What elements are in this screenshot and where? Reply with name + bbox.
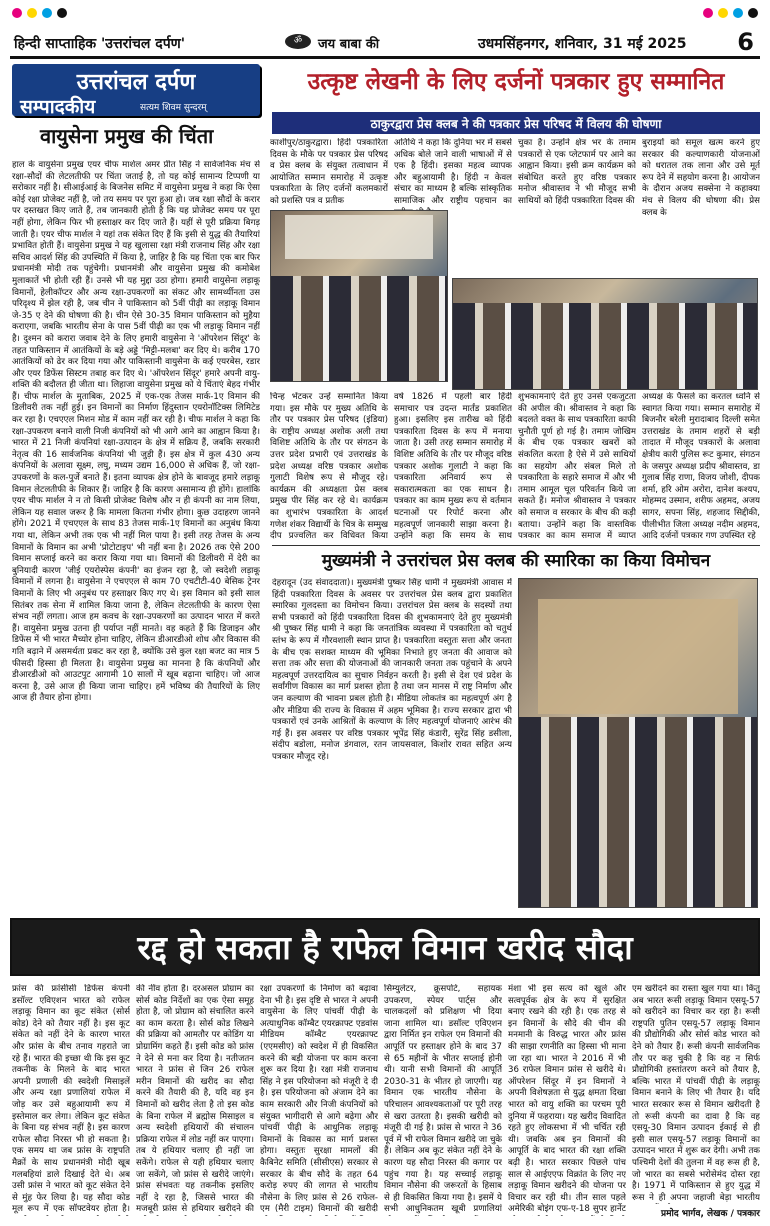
story3-col6: एम खरीदने का रास्ता खुल गया था। किंतु अब भारत रूसी लड़ाकू विमान एसयू-57 को खरीदने का विचार कर रहा है। रूसी राष्ट्रपति पुतिन एसयू-57 लड़ाकू विमान की प्रौद्योगिकी और सोर्स कोड भारत को देने को तैयार हैं। रूसी कंपनी सार्वजनिक तौर पर कह चुकी है कि वह न सिर्फ प्रौद्योगिकी हस्तांतरण करने को तैयार है, बल्कि भारत में पांचवीं पीढ़ी के लड़ाकू विमान बनाने के लिए भी तैयार है। यदि भारत सरकार रूस से विमान खरीदती है तो रूसी कंपनी का दावा है कि वह एसयू-30 विमान उत्पादन ईकाई से ही इसी साल एसयू-57 लड़ाकू विमानों का उत्पादन भारत में शुरू कर देगी। अभी तक पश्चिमी देशों की तुलना में वह रूस ही है, जो भारत का सबसे भरोसेमंद दोस्त रहा है। 1971 में पाकिस्तान से हुए युद्ध में रूस ने ही अपना जहाजी बेड़ा भारतीय bbox=[632, 984, 760, 1203]
story2-headline: मुख्यमंत्री ने उत्तरांचल प्रेस क्लब की स्मारिका का किया विमोचन bbox=[321, 551, 711, 571]
story1-col1-bottom: चिन्ह भेंटकर उन्हें सम्मानित किया गया। इस मौके पर मुख्य अतिथि के तौर पर पत्रकार प्रेस परिषद (इंडिया) के राष्ट्रीय अध्यक्ष अशोक अली तथा विशिष्ट अतिथि के तौर पर संगठन के उत्तर प्रदेश प्रभारी एवं उत्तराखंड के प्रदेश अध्यक्ष वरिष्ठ पत्रकार अशोक गुलाटी विशेष रूप से मौजूद रहे। कार्यक्रम की अध्यक्षता प्रेस क्लब प्रमुख पीर सिंह कर रहे थे। कार्यक्रम का शुभारंभ पत्रकारिता के आदर्श गणेश शंकर विद्यार्थी के चित्र के सम्मुख दीप प्रज्वलित कर विधिवत किया bbox=[270, 392, 388, 542]
story3-col5: मंशा भी इस सत्य को खुले और सत्वपूर्वक क्षेत्र के रूप में सुरक्षित बनाए रखने की रही है। एक तरह से इन विमानों के सौदे की चीन की मनमानी के विरुद्ध भारत और फ्रांस की साझा रणनीति का हिस्सा भी माना जा रहा था। भारत ने 2016 में भी 36 राफेल विमान फ्रांस से खरीदे थे। ऑपरेशन सिंदूर में इन विमानों ने अपनी विशेषज्ञता से युद्ध क्षमता दिखा भारत को वायु शक्ति का परचम पूरी दुनिया में फहराया। यह खरीद विवादित रहते हुए लोकसभा में भी चर्चित रही थी। जबकि अब इन विमानों की आपूर्ति के बाद भारत की रक्षा शक्ति बढ़ी है। भारत सरकार पिछले पांच साल से आईएएफ विक्रांत के लिए नए लड़ाकू विमान खरीदने की योजना पर विचार कर रही थी। तीन साल पहले अमेरिकी बोइंग एफ-ए-18 सुपर हार्नेट bbox=[508, 984, 626, 1215]
color-registration-dots-left bbox=[12, 8, 67, 18]
story1-col1-top: काशीपुर/ठाकुरद्वारा। हिंदी पत्रकारिता दिवस के मौके पर पत्रकार प्रेस परिषद व प्रेस क्लब के संयुक्त तत्वाधान में आयोजित सम्मान समारोह में उत्कृष्ट पत्रकारिता के लिए दर्जनों कलमकारों को प्रशस्ति पत्र व प्रतीक bbox=[270, 138, 388, 206]
story1-col3-top: चुका है। उन्होंने क्षेत्र भर के तमाम पत्रकारों से एक प्लेटफार्म पर आने का आह्वान किया। इसी क्रम कार्यक्रम को संबोधित करते हुए वरिष्ठ पत्रकार मनोज श्रीवास्तव ने भी मौजूद सभी साथियों को हिंदी पत्रकारिता दिवस की bbox=[518, 138, 636, 206]
photo-people-shape bbox=[271, 276, 447, 381]
story2-body: देहरादून (उद संवाददाता)। मुख्यमंत्री पुष्कर सिंह धामी ने मुख्यमंत्री आवास में हिंदी पत्रकारिता दिवस के अवसर पर उत्तरांचल प्रेस क्लब द्वारा प्रकाशित स्मारिका गुलदस्ता का विमोचन किया। उत्तरांचल प्रेस क्लब के सदस्यों तथा सभी पत्रकारों को हिंदी पत्रकारिता दिवस की शुभकामनाएं देते हुए मुख्यमंत्री श्री पुष्कर सिंह धामी ने कहा कि जनतांत्रिक व्यवस्था में पत्रकारिता को चतुर्थ स्तंभ के रूप में गौरवशाली स्थान प्राप्त है। पत्रकारिता वस्तुतः सत्ता और जनता के बीच एक सशक्त माध्यम की भूमिका निभाते हुए जनता की आवाज को सत्ता तक और सत्ता की योजनाओं की जानकारी जनता तक पहुंचाने के अपने महत्वपूर्ण उत्तरदायित्व का सुचारु निर्वहन करती है। इसी से देश एवं प्रदेश के सर्वांगीण विकास का मार्ग प्रशस्त होता है तथा जन मानस में राष्ट्र निर्माण और जन कल्याण की भावना प्रबल होती है। मीडिया लोकतंत्र का महत्वपूर्ण अंग है और मीडिया की राज्य के विकास में अहम भूमिका है। राज्य सरकार द्वारा भी पत्रकारों एवं उनके आश्रितों के कल्याण के लिए महत्वपूर्ण योजनाएं आरंभ की गई हैं। इस अवसर पर वरिष्ठ पत्रकार भूपेंद्र सिंह कंडारी, सुरेंद्र सिंह डसीला, संदीप बडोला, मनोज डंगवाल, रतन जायसवाल, किशोर रावत सहित अन्य पत्रकार मौजूद रहे। bbox=[272, 578, 512, 762]
photo-banner-shape bbox=[285, 215, 433, 259]
cyan-dot bbox=[733, 8, 743, 18]
story1-col2-bottom: वर्ष 1826 में पहली बार हिंदी समाचार पत्र उदन्त मार्तंड प्रकाशित हुआ। इसलिए इस तारीख को हिंदी पत्रकारिता दिवस के रूप में मनाया जाता है। उसी तरह सम्मान समारोह में विशिष्ट अतिथि के तौर पर मौजूद वरिष्ठ पत्रकार अशोक गुलाटी ने कहा कि पत्रकारिता अनिवार्य रूप से सकारात्मकता का एक साधन है। पत्रकार का काम मुख्य रूप से वर्तमान घटनाओं पर रिपोर्ट करना और महत्वपूर्ण जानकारी साझा करना है। उन्होंने कहा कि समय के साथ bbox=[394, 392, 512, 542]
magenta-dot bbox=[703, 8, 713, 18]
photo-people-shape bbox=[519, 717, 757, 907]
story3-col1: फ्रांस की फ्रांसीसी डिफेंस कंपनी डसॉल्ट एविएशन भारत को राफेल लड़ाकू विमान का कूट संकेत (सोर्स कोड) देने को तैयार नहीं है। इस कूट संकेत को नहीं देने के कारण भारत और फ्रांस के बीच तनाव गहराते जा रहे हैं। भारत की इच्छा थी कि इस कूट तकनीक के मिलने के बाद भारत अपनी प्रणाली की स्वदेशी मिसाइलें और अन्य रक्षा प्रणालियां राफेल में जोड़ कर उसे बहुआयामी रूप में इस्तेमाल कर लेगा। लेकिन कूट संकेत के बिना यह संभव नहीं है। इस कारण राफेल सौदा निरस्त भी हो सकता है। एक समय था जब फ्रांस के राष्ट्रपति मैक्रों के साथ प्रधानमंत्री मोदी खूब गलबहियां डाले दिखाई देते थे। अब उसी फ्रांस ने भारत को कूट संकेत देने से मुंह फेर लिया है। यह सौदा कोड मूल रूप में एक सॉफ्टवेयर होता है। bbox=[12, 984, 130, 1215]
story1-col2-top: अतिथि ने कहा कि दुनिया भर में सबसे अधिक बोले जाने वाली भाषाओं में से एक है हिंदी। इसका महत्व व्यापक और बहुआयामी है। हिंदी न केवल संचार का माध्यम है बल्कि सांस्कृतिक सामाजिक और राष्ट्रीय पहचान का bbox=[394, 138, 512, 206]
header-rule bbox=[10, 56, 760, 59]
story1-subhead: ठाकुरद्वारा प्रेस क्लब ने की पत्रकार प्रेस परिषद में विलय की घोषणा bbox=[370, 117, 662, 131]
story1-photo-group bbox=[452, 278, 758, 390]
place-date: उधमसिंहनगर, शनिवार, 31 मई 2025 bbox=[478, 36, 687, 52]
yellow-dot bbox=[27, 8, 37, 18]
black-dot bbox=[57, 8, 67, 18]
photo-people-shape bbox=[453, 303, 757, 389]
story2-rule bbox=[272, 545, 760, 546]
editorial-headline: वायुसेना प्रमुख की चिंता bbox=[40, 124, 214, 148]
story3-byline: प्रमोद भार्गव, लेखक / पत्रकार bbox=[661, 1209, 760, 1219]
black-dot bbox=[748, 8, 758, 18]
yellow-dot bbox=[718, 8, 728, 18]
story1-col4-bottom: अध्यक्ष के फैसले का करतल ध्वनि से स्वागत किया गया। सम्मान समारोह में बिजनौर बरेली मुरादाबाद दिल्ली समेत उत्तराखंड के तमाम शहरों से बड़ी तादात में मौजूद पत्रकारों के अलावा क्षेत्रीय कारी पुलिस रूट कुमार, संगठन के जसपुर अध्यक्ष प्रदीप श्रीवास्तव, डा गुलाब सिंह राणा, विजय जोशी, दीपक शर्मा, हरि ओम अरोरा, दानेश कश्यप, मोहम्मद उस्मान, शरीफ अहमद, अजय सागर, सपना सिंह, शहजाद सिद्दीकी, पीलीभीत जिला अध्यक्ष नदीम अहमद, आदि दर्जनों पत्रकार गण उपस्थित रहे bbox=[642, 392, 760, 542]
page-number: 6 bbox=[737, 28, 754, 56]
story3-col4: सिम्युलेटर, क्रूसपोर्ट, सहायक उपकरण, स्पेयर पार्ट्स और चालकदलों को प्रशिक्षण भी दिया जाना शामिल था। डसॉल्ट एविएशन द्वारा निर्मित इन राफेल एम विमानों की आपूर्ति पर हस्ताक्षर होने के बाद 37 से 65 महीनों के भीतर सप्लाई होनी थी। यानी सभी विमानों की आपूर्ति 2030-31 के भीतर हो जाएगी। यह विमान एक भारतीय नौसेना के परिचालन आवश्यकताओं पर पूरी तरह से खरा उतरता है। इसकी खरीदी को मंजूरी दी गई है। फ्रांस से भारत ने 36 पूर्व में भी राफेल विमान खरीदे जा चुके हैं। लेकिन अब कूट संकेत नहीं देने के कारण यह सौदा निरस्त की कगार पर पहुंच गया है। यह सच्चाई लड़ाकू विमान नौसेना की जरूरतों के हिसाब से ही विकसित किया गया है। इसमें ये सभी आधुनिकतम खूबी प्रणालियां bbox=[384, 984, 502, 1215]
magenta-dot bbox=[12, 8, 22, 18]
story2-photo bbox=[518, 578, 758, 908]
story3-col3: रक्षा उपकरणों के निर्माण को बढ़ावा देना भी है। इस दृष्टि से भारत ने अपनी वायुसेना के लिए पांचवीं पीढ़ी के अत्याधुनिक कॉम्बैट एयरक्राफ्ट एडवांस मीडियम कॉम्बैट एयरक्राफ्ट (एएमसीए) को स्वदेश में ही विकसित करने की बड़ी योजना पर काम करना शुरू कर दिया है। रक्षा मंत्री राजनाथ सिंह ने इस परियोजना को मंजूरी दे दी है। इस परियोजना को अंजाम देने का काम सरकारी और निजी कंपनियों को संयुक्त भागीदारी से आगे बढ़ेगा और पांचवीं पीढ़ी के आधुनिक लड़ाकू विमानों के विकास का मार्ग प्रशस्त होगा। वस्तुतः सुरक्षा मामलों की कैबिनेट समिति (सीसीएस) सरकार से सरकार के बीच सौदे के तहत 64 करोड़ रुपए की लागत से भारतीय नौसेना के लिए फ्रांस से 26 राफेल-एम (मैरी टाइम) विमानों की खरीदी bbox=[260, 984, 378, 1215]
editorial-section-title: सम्पादकीय bbox=[20, 96, 96, 118]
photo-banner-shape bbox=[538, 599, 738, 714]
story1-headline: उत्कृष्ट लेखनी के लिए दर्जनों पत्रकार हुए सम्मानित bbox=[307, 69, 725, 95]
center-slogan: जय बाबा की bbox=[318, 37, 380, 52]
story1-col3-bottom: शुभकामनाएं देते हुए उनसे एकजुटता की अपील की। श्रीवास्तव ने कहा कि बदलते वक्त के साथ पत्रकारिता काफी चुनौती पूर्ण हो गई है। तमाम जोखिम के बीच एक पत्रकार खबरों को संकलित करता है ऐसे में उसे साथियों का सहयोग और संबल मिले तो पत्रकारिता के सहारे समाज में और भी तमाम आमूल चूल परिवर्तन किये जा सकते हैं। मनोज श्रीवास्तव ने पत्रकार को समाज व सरकार के बीच की कड़ी बताया। उन्होंने कहा कि वास्तविक पत्रकार का काम समाज में व्याप्त bbox=[518, 392, 636, 542]
editorial-body: हाल के वायुसेना प्रमुख एयर चीफ मार्शल अमर प्रीत सिंह ने सार्वजनिक मंच से रक्षा-सौदों की लेटलतीफी पर चिंता जताई है, तो यह कोई सामान्य टिप्पणी या सरोकार नहीं है। सीआईआई के बिजनेस समिट में वायुसेना प्रमुख ने कहा कि ऐसा कोई रक्षा प्रोजेक्ट नहीं है, जो तय समय पर पूरा हुआ हो। जब रक्षा सौदों के करार पर दस्तखत किए जाते हैं, तब जानकारी होती है कि यह प्रोजेक्ट समय पर पूरा नहीं होगा, लेकिन फिर भी हस्ताक्षर कर दिए जाते हैं। यहीं से पूरी प्रक्रिया बिगड़ जाती है। एयर चीफ मार्शल ने यहां तक संकेत दिए हैं कि इसी से युद्ध की तैयारियां प्रभावित होती हैं। वायुसेना प्रमुख ने यह खुलासा रक्षा मंत्री राजनाथ सिंह और रक्षा सचिव आदर्श सिंह की उपस्थिति में किया है, जाहिर है कि यह चिंता एक बार फिर प्रधानमंत्री मोदी तक पहुंचेगी। प्रधानमंत्री और वायुसेना प्रमुख की कमोबेश मुलाकातें भी होती रही हैं। उनसे भी यह मुद्दा उठा होगा। हमारी वायुसेना लड़ाकू विमानों, हेलीकॉप्टर और अन्य रक्षा-उपकरणों का संकट और सामर्थ्यीनता उस परिदृश्य में झेल रही है, जब चीन ने पाकिस्तान को 5वीं पीढ़ी का लड़ाकू विमान जे-35 ए देने की घोषणा की है। चीन ऐसे 30-35 विमान पाकिस्तान को मुहैया कराएगा, जबकि भारतीय सेना के पास 5वीं पीढ़ी का एक भी लड़ाकू विमान नहीं है। दुश्मन को करारा जवाब देने के लिए हमारी वायुसेना ने 'ऑपरेशन सिंदूर' के तहत पाकिस्तान में आतंकियों के बड़े अड्डे 'मिट्टी-मलबा' कर दिए थे। करीब 170 आतंकियों को ढेर कर दिया गया और पाकिस्तानी वायुसेना के कई एयरबेस, रडार और एयर डिफेंस सिस्टम तबाह कर दिए थे। 'ऑपरेशन सिंदूर' हमारे अपनी वायु-शक्ति की बदौलत ही जीता था। लिहाजा वायुसेना प्रमुख को ये चिंताएं बेहद गंभीर हैं। चीफ मार्शल के मुताबिक, 2025 में एक-एक तेजस मार्क-1ए विमान की डिलीवरी तक नहीं हुई। इन विमानों का निर्माण हिंदुस्तान एयरोनॉटिक्स लिमिटेड कर रहा है। एचएएल मिशन मोड में काम नहीं कर रही है। चीफ मार्शल ने कहा कि रक्षा-उपकरण बनाने वाली निजी कंपनियों को भी आगे आने का आह्वान किया है। भारत में 21 निजी कंपनियां रक्षा-उत्पादन के क्षेत्र में सक्रिय हैं, जबकि सरकारी नेतृत्व की 16 सार्वजनिक कंपनियां भी जुड़ी हैं। इस क्षेत्र में कुल 430 अन्य कंपनियों के अलावा सूक्ष्म, लघु, मध्यम उद्यम 16,000 से अधिक हैं, जो रक्षा-उपकरणों के कल-पुर्जे बनाते हैं। इतना व्यापक क्षेत्र होने के बावजूद हमारे लड़ाकू विमान लेटलतीफी के शिकार हैं। जाहिर है कि कारण असामान्य ही होंगे। हालांकि एयर चीफ मार्शल ने न तो किसी प्रोजेक्ट विशेष और न ही कंपनी का नाम लिया, लेकिन यह सवाल जरूर है कि मामला कितना गंभीर होगा। कुछ उदाहरण जानने होंगे। 2021 में एचएएल के साथ 83 तेजस मार्क-1ए विमानों का अनुबंध किया गया था, लेकिन अभी तक एक भी नहीं मिल पाया है। इसी तरह तेजस के अन्य विमानों के विमान का अभी 'प्रोटोटाइप' भी नहीं बना है। 2026 तक ऐसे 200 विमान सप्लाई करने का करार किया गया था। विमानों की डिलीवरी में देरी का बुनियादी कारण 'जीई एयरोस्पेस कंपनी' का इंजन रहा है, जो स्वदेशी लड़ाकू विमानों में लगना है। वायुसेना ने एचएएल से काम 70 एचटीटी-40 बेसिक ट्रेनर विमानों के लिए भी अनुबंध पर हस्ताक्षर किए गए थे। इस विमान को इसी साल सितंबर तक सेना में शामिल किया जाना है, लेकिन लेटलतीफी के कारण ऐसा संभव नहीं लगता। आज हम कवच के रक्षा-उपकरणों का उत्पादन भारत में करते हैं। वायुसेना प्रमुख उतना ही पर्याप्त नहीं मानते। वह कहते हैं कि डिजाइन और डिफेंस में भी भारत मैच्योर होना चाहिए, लेकिन डीआरडीओ शोध और विकास की गति बढ़ाने में असमर्थता प्रकट कर रहा है, क्योंकि उसे कुल रक्षा बजट का मात्र 5 फीसदी हिस्सा ही मिलता है। वायुसेना प्रमुख का मानना है कि कंपनियों और डीआरडीओ को आउटपुट आगामी 10 सालों में खूब बढ़ाना चाहिए। जो आज करना है, उसे आज ही किया जाना चाहिए। हमें भविष्य की तैयारियों के लिए आज ही तैयार होना होगा। bbox=[12, 160, 260, 704]
slogan-icon: ॐ bbox=[285, 34, 311, 49]
story3-col2: की नींव होता है। दरअसल प्रोग्राम का सोर्स कोड निर्देशों का एक ऐसा समूह होता है, जो प्रोग्राम को संचालित करने का काम करता है। सोर्स कोड लिखने की प्रक्रिया को आमतौर पर कोडिंग या प्रोग्रामिंग कहते हैं। इसी कोड को फ्रांस ने देने से मना कर दिया है। नतीजतन भारत ने फ्रांस से जिन 26 राफेल मरीन विमानों की खरीद का सौदा करने की तैयारी की है, यदि वह इन विमानों को खरीद लेता है तो इस कोड के बिना राफेल में ब्रह्मोस मिसाइल व अन्य स्वदेशी हथियारों की संचालन प्रक्रिया राफेल में लोड नहीं कर पाएगा। तब ये हथियार चलाए ही नहीं जा सकेंगे। राफेल से यही हथियार चलाए जा सकेंगे, जो फ्रांस से खरीदे जाएंगे। फ्रांस संभवतः यह तकनीक इसलिए नहीं दे रहा है, जिससे भारत की मजबूरी फ्रांस से हथियार खरीदने की bbox=[136, 984, 254, 1215]
story3-headline: रद्द हो सकता है राफेल विमान खरीद सौदा bbox=[137, 928, 633, 967]
paper-name: हिन्दी साप्ताहिक 'उत्तरांचल दर्पण' bbox=[14, 36, 186, 52]
story1-photo-stage bbox=[270, 210, 448, 382]
color-registration-dots-right bbox=[703, 8, 758, 18]
editorial-editor: सत्यम शिवम सुन्दरम् bbox=[140, 103, 207, 113]
editorial-masthead: उत्तरांचल दर्पण bbox=[76, 70, 196, 95]
story1-col4-top: बुराइयों को समूल खत्म करने हुए सरकार की कल्याणकारी योजनाओं को धरातल तक लाना और उसे मूर्त रूप देने में सहयोग करना है। आयोजन के दौरान अजय सक्सेना ने कहाक्या मंच से विलय की घोषणा की। प्रेस क्लब के bbox=[642, 138, 760, 218]
cyan-dot bbox=[42, 8, 52, 18]
